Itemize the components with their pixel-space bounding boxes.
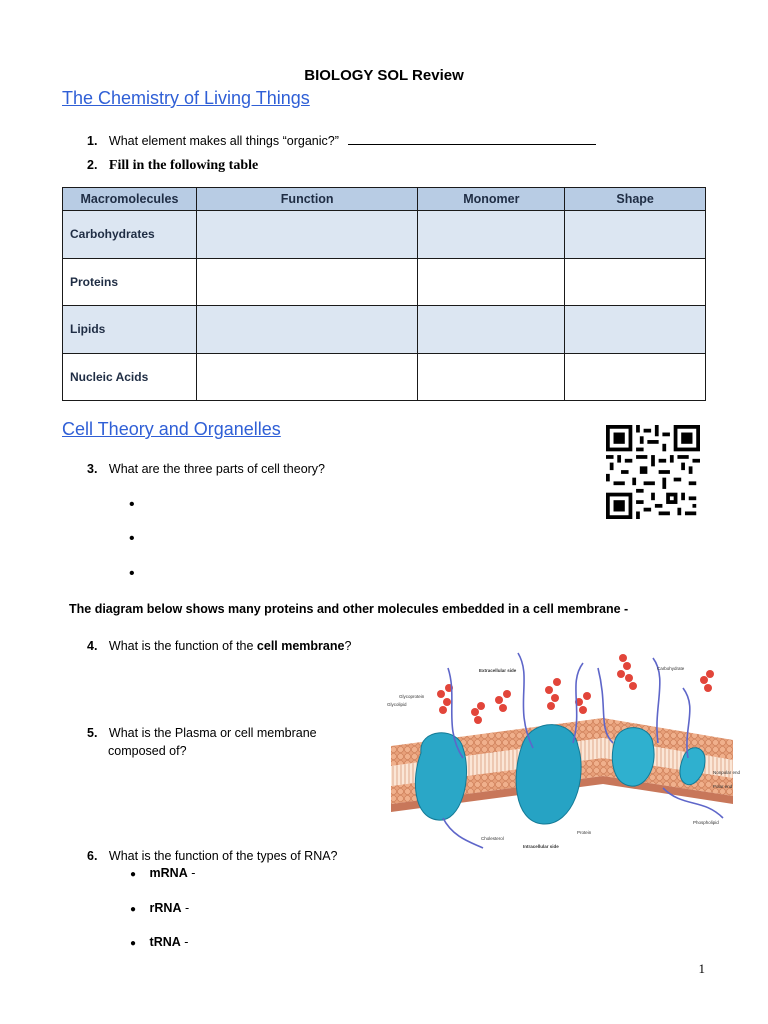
bullet-icon: ● bbox=[130, 869, 137, 880]
answer-cell[interactable] bbox=[196, 353, 418, 401]
rna-item-rrna bbox=[130, 899, 189, 919]
bullet-icon: ● bbox=[130, 938, 137, 949]
table-header: Monomer bbox=[418, 188, 565, 211]
page-number: 1 bbox=[698, 961, 705, 976]
row-label: Carbohydrates bbox=[63, 211, 197, 259]
question-4-number: 4. bbox=[87, 639, 98, 653]
answer-cell[interactable] bbox=[418, 306, 565, 354]
question-1 bbox=[87, 132, 596, 150]
label-extracellular: Extracellular side bbox=[479, 668, 517, 673]
question-3-number: 3. bbox=[87, 462, 98, 476]
rna-type: tRNA bbox=[149, 935, 181, 949]
section-heading-cell-theory: Cell Theory and Organelles bbox=[62, 419, 281, 439]
table-header: Macromolecules bbox=[63, 188, 197, 211]
label-protein: Protein bbox=[577, 830, 592, 835]
document-title: BIOLOGY SOL Review bbox=[304, 67, 464, 84]
question-5-number: 5. bbox=[87, 726, 98, 740]
table-row bbox=[63, 353, 706, 401]
label-polar: Polar end bbox=[713, 784, 733, 789]
rna-item-mrna bbox=[130, 864, 195, 884]
label-nonpolar: Nonpolar end bbox=[713, 770, 741, 775]
answer-cell[interactable] bbox=[565, 258, 706, 306]
question-4 bbox=[87, 637, 351, 655]
question-4-end: ? bbox=[344, 639, 352, 653]
answer-cell[interactable] bbox=[418, 211, 565, 259]
question-2-text: Fill in the following table bbox=[108, 158, 259, 173]
answer-cell[interactable] bbox=[565, 211, 706, 259]
rna-dash: - bbox=[180, 935, 189, 949]
question-3 bbox=[87, 460, 325, 478]
answer-blank-line[interactable] bbox=[348, 133, 596, 145]
bullet-point: • bbox=[129, 565, 135, 582]
answer-cell[interactable] bbox=[196, 306, 418, 354]
table-header-row bbox=[63, 188, 706, 211]
question-3-text: What are the three parts of cell theory? bbox=[108, 462, 326, 476]
label-intracellular: Intracellular side bbox=[523, 844, 559, 849]
question-6 bbox=[87, 847, 338, 865]
macromolecules-table bbox=[62, 187, 706, 401]
answer-cell[interactable] bbox=[418, 353, 565, 401]
question-6-number: 6. bbox=[87, 849, 98, 863]
label-phospholipid: Phospholipid bbox=[693, 820, 719, 825]
label-carbohydrate: Carbohydrate bbox=[657, 666, 685, 671]
question-5 bbox=[87, 724, 317, 760]
rna-item-trna bbox=[130, 933, 188, 953]
table-header: Shape bbox=[565, 188, 706, 211]
label-cholesterol: Cholesterol bbox=[481, 836, 504, 841]
question-5-text-line1: What is the Plasma or cell membrane bbox=[108, 726, 317, 740]
rna-type: rRNA bbox=[149, 901, 182, 915]
question-4-text: What is the function of the bbox=[108, 639, 257, 653]
diagram-intro-text: The diagram below shows many proteins and other molecules embedded in a cell membrane - bbox=[69, 602, 629, 616]
answer-cell[interactable] bbox=[196, 211, 418, 259]
cell-membrane-diagram bbox=[383, 648, 747, 853]
question-5-text-line2: composed of? bbox=[108, 744, 187, 758]
rna-dash: - bbox=[187, 866, 196, 880]
question-1-number: 1. bbox=[87, 134, 98, 148]
question-2 bbox=[87, 156, 258, 174]
table-header: Function bbox=[196, 188, 418, 211]
answer-cell[interactable] bbox=[418, 258, 565, 306]
answer-cell[interactable] bbox=[565, 353, 706, 401]
table-row bbox=[63, 258, 706, 306]
label-glycolipid: Glycolipid bbox=[387, 702, 407, 707]
bullet-point: • bbox=[129, 496, 135, 513]
answer-cell[interactable] bbox=[565, 306, 706, 354]
rna-dash: - bbox=[181, 901, 190, 915]
answer-cell[interactable] bbox=[196, 258, 418, 306]
bullet-icon: ● bbox=[130, 904, 137, 915]
qr-code-icon[interactable] bbox=[606, 424, 700, 520]
rna-type: mRNA bbox=[149, 866, 188, 880]
row-label: Nucleic Acids bbox=[63, 353, 197, 401]
row-label: Proteins bbox=[63, 258, 197, 306]
question-6-text: What is the function of the types of RNA? bbox=[108, 849, 338, 863]
label-glycoprotein: Glycoprotein bbox=[399, 694, 425, 699]
question-1-text: What element makes all things “organic?” bbox=[108, 134, 339, 148]
table-row bbox=[63, 211, 706, 259]
section-heading-chemistry: The Chemistry of Living Things bbox=[62, 88, 310, 108]
row-label: Lipids bbox=[63, 306, 197, 354]
question-2-number: 2. bbox=[87, 158, 98, 172]
question-4-bold-term: cell membrane bbox=[256, 639, 345, 653]
table-row bbox=[63, 306, 706, 354]
bullet-point: • bbox=[129, 530, 135, 547]
